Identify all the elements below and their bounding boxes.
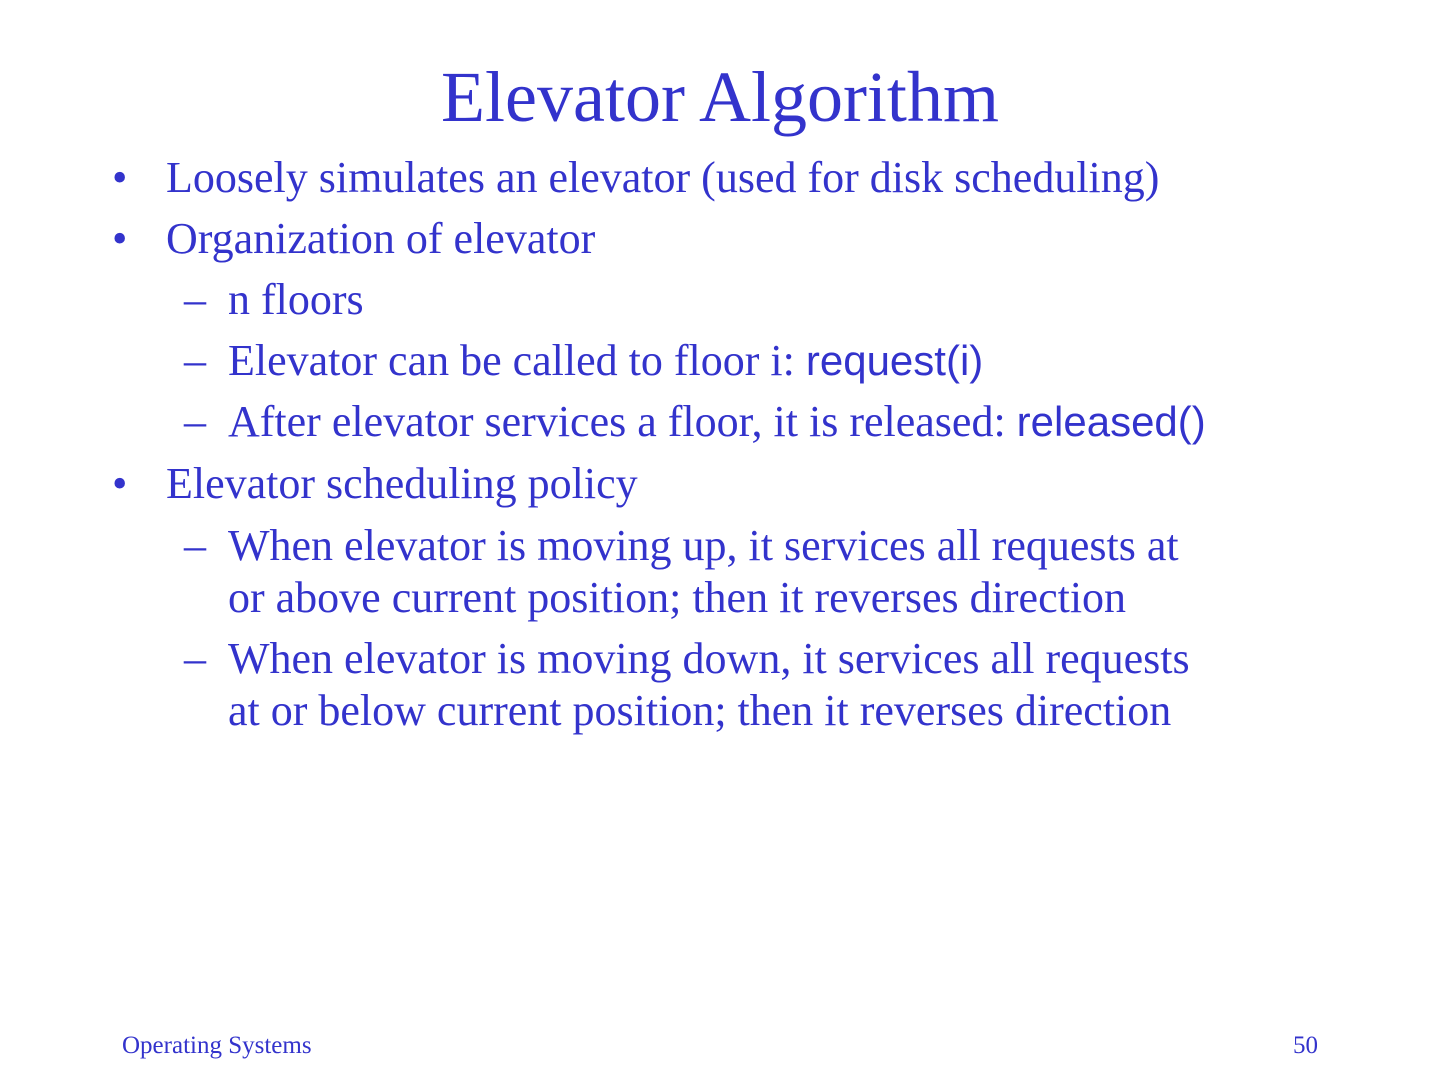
sub-list-item-continuation <box>228 685 1171 737</box>
sub-list-item <box>228 633 1190 685</box>
list-item-text-line2: at or below current position; then it reverses direction <box>228 686 1172 735</box>
dash-icon: – <box>184 397 206 446</box>
list-item-text: After elevator services a floor, it is released: <box>228 397 1017 446</box>
dash-icon: – <box>184 336 206 385</box>
sub-list-item-continuation <box>228 572 1126 624</box>
footer-course-name: Operating Systems <box>122 1032 312 1059</box>
list-item-text-line1: When elevator is moving up, it services all requests at <box>228 521 1179 570</box>
list-item-text: Organization of elevator <box>166 214 596 263</box>
list-item-text: Elevator can be called to floor i: <box>228 336 806 385</box>
sub-list-item <box>228 274 364 326</box>
list-item-text-line1: When elevator is moving down, it services all requests <box>228 634 1190 683</box>
dash-icon: – <box>184 275 206 324</box>
dash-icon: – <box>184 521 206 570</box>
sub-list-item <box>228 335 983 387</box>
list-item-text: Loosely simulates an elevator (used for disk scheduling) <box>166 153 1160 202</box>
list-item-text: Elevator scheduling policy <box>166 459 638 508</box>
page-number: 50 <box>1293 1032 1318 1059</box>
code-text: released() <box>1016 398 1206 445</box>
list-item-text: n floors <box>228 275 364 324</box>
list-item-text-line2: or above current position; then it reverses direction <box>228 573 1127 622</box>
bullet-icon: • <box>112 459 128 508</box>
list-item <box>166 213 595 265</box>
slide-title: Elevator Algorithm <box>441 57 999 137</box>
sub-list-item <box>228 396 1206 448</box>
code-text: request(i) <box>805 337 984 384</box>
list-item <box>166 152 1159 204</box>
list-item <box>166 458 638 510</box>
bullet-icon: • <box>112 214 128 263</box>
dash-icon: – <box>184 634 206 683</box>
sub-list-item <box>228 520 1179 572</box>
bullet-icon: • <box>112 153 128 202</box>
